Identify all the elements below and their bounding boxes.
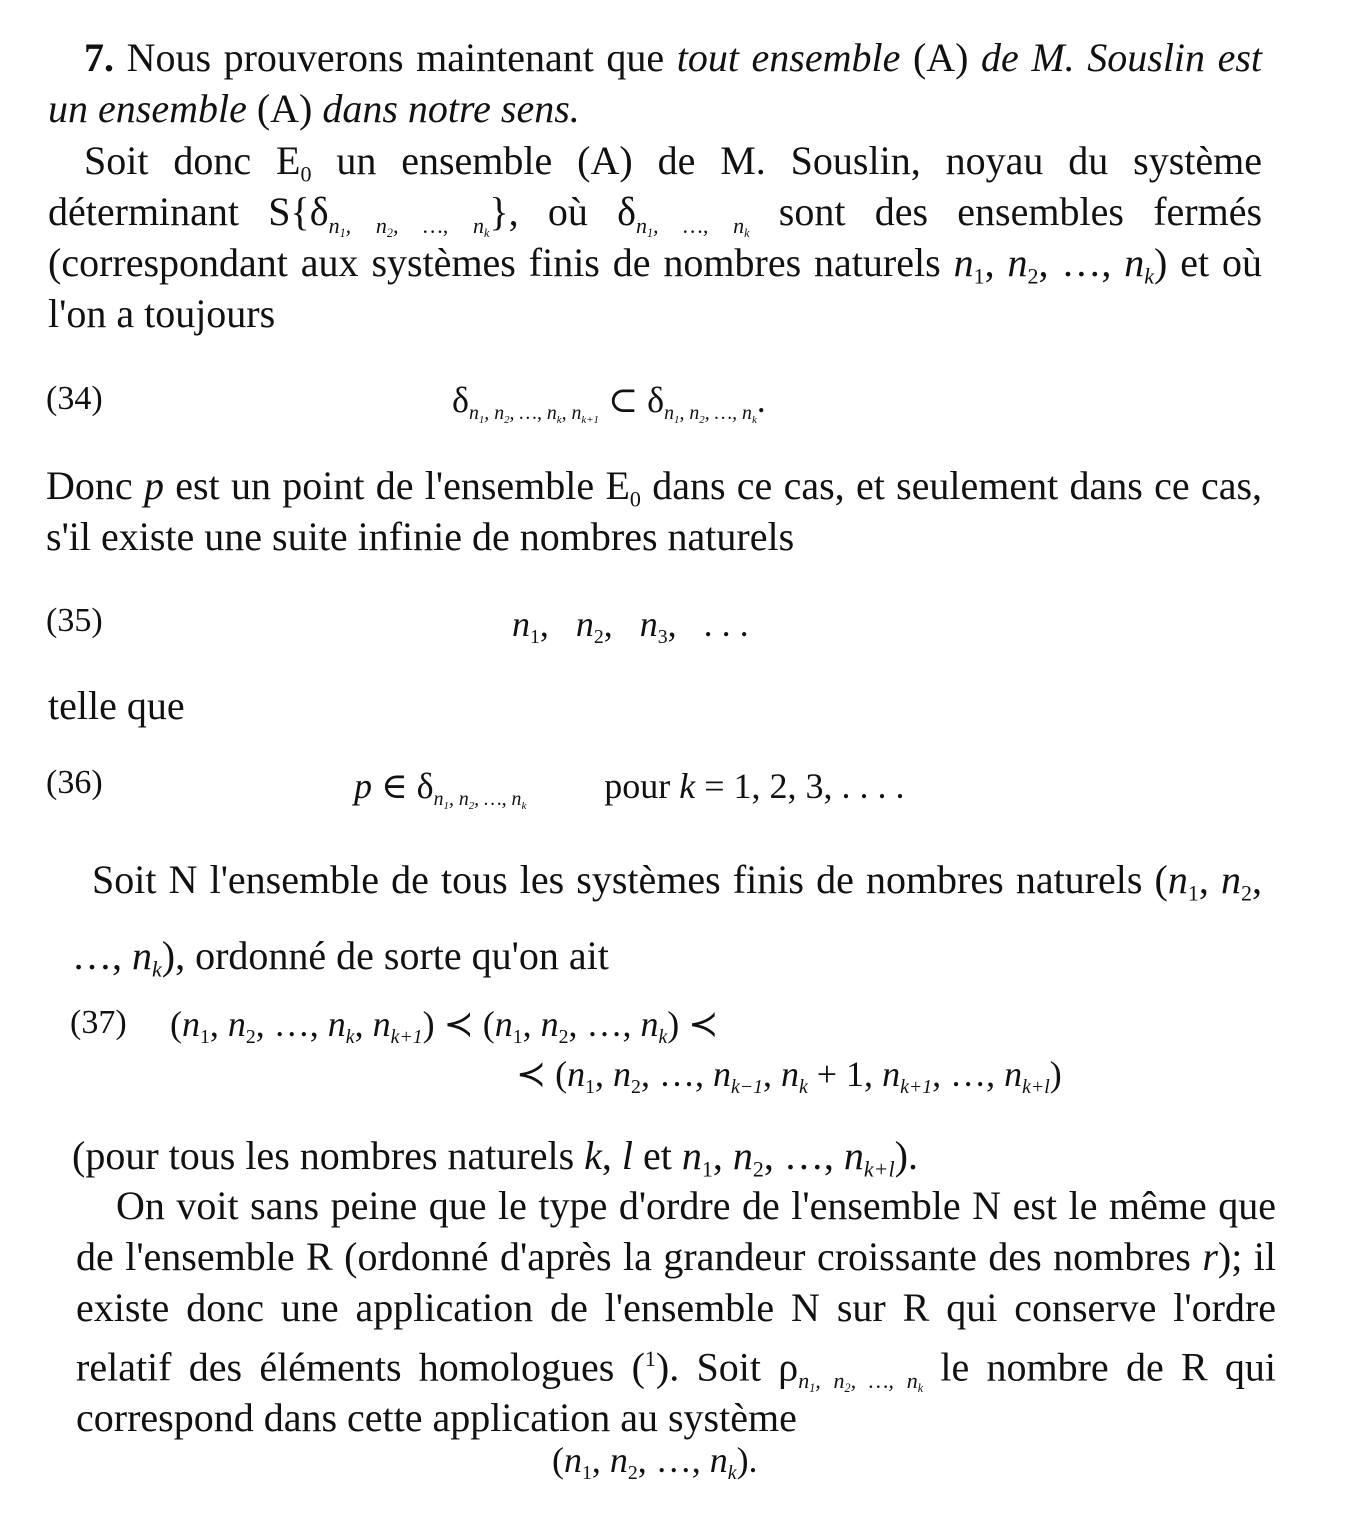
paragraph-soit-donc: Soit donc $E_0$ un ensemble (A) de M. Souslin, noyau du système déterminant $S\{\delta_{n_1, n_2, \dots, n_k}\}$, où $\delta_{n_1, \dots, n_k}$ sont des ensembles fermés (correspondant aux systèmes finis de nombres naturels $n_1$, $n_2$, …, $n_k$) et où l'on a toujours — [48, 138, 1263, 336]
equation-37-label: (37) — [70, 1004, 127, 1041]
equation-34: $\delta_{n_1, n_2, \dots, n_k, n_{k+1}}$ ⊂ $\delta_{n_1, n_2, \dots, n_k}$. — [452, 380, 766, 426]
section-number: 7. — [84, 35, 114, 80]
paragraph-on-voit: On voit sans peine que le type d'ordre de l'ensemble N est le même que de l'ensemble R (ordonné d'après la grandeur croissante des nombres r); il existe donc une application de l'ensemble N sur R qui conserve l'ordre relatif des éléments homologues ($^1$). Soit $\rho_{n_1, n_2, \dots, n_k}$ le nombre de R qui correspond dans cette application au système — [76, 1183, 1277, 1441]
paragraph-pour-tous: (pour tous les nombres naturels k, l et $n_1$, $n_2$, …, $n_{k+l}$). — [72, 1133, 918, 1182]
paragraph-soit-n: Soit N l'ensemble de tous les systèmes finis de nombres naturels ($n_1$, $n_2$, …, $n_k$), ordonné de sorte qu'on ait — [72, 857, 1262, 982]
paragraph-telle-que: telle que — [48, 683, 185, 728]
equation-35: $n_1$, $n_2$, $n_3$, . . . — [512, 604, 749, 648]
equation-36-label: (36) — [46, 764, 103, 801]
equation-36: p ∈ $\delta_{n_1, n_2, \dots, n_k}$ pour k = 1, 2, 3, . . . . — [354, 766, 905, 812]
equation-37-line-1: ($n_1$, $n_2$, …, $n_k$, $n_{k+1}$) ≺ ($n_1$, $n_2$, …, $n_k$) ≺ — [170, 1004, 719, 1048]
equation-35-label: (35) — [46, 602, 103, 639]
paragraph-donc-p: Donc p est un point de l'ensemble $E_0$ dans ce cas, et seulement dans ce cas, s'il existe une suite infinie de nombres naturels — [46, 463, 1263, 559]
equation-37-line-2: ≺ ($n_1$, $n_2$, …, $n_{k-1}$, $n_k + 1$, $n_{k+1}$, …, $n_{k+l}$) — [516, 1054, 1062, 1098]
equation-34-label: (34) — [46, 380, 103, 417]
section-7-intro: 7. Nous prouverons maintenant que tout ensemble (A) de M. Souslin est un ensemble (A) dans notre sens. — [48, 35, 1263, 131]
final-system-tuple: ($n_1$, $n_2$, …, $n_k$). — [552, 1440, 758, 1484]
